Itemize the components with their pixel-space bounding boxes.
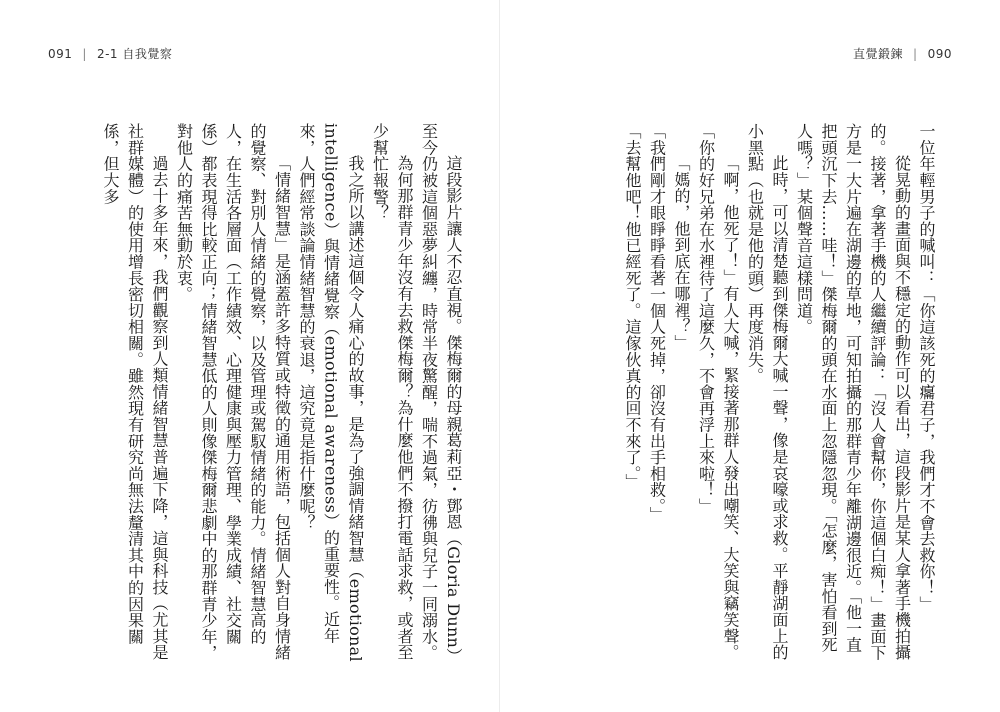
- header-separator: |: [82, 47, 87, 61]
- header-separator: |: [913, 47, 918, 61]
- page-gutter: [499, 0, 500, 712]
- paragraph: 「啊，他死了！」有人大喊，緊接著那群人發出嘲笑、大笑與竊笑聲。「你的好兄弟在水裡待了這麼久，不會再浮上來啦！」: [696, 123, 740, 661]
- paragraph: 此時，可以清楚聽到傑梅爾大喊一聲，像是哀嚎或求救。平靜湖面上的小黑點（也就是他的頭）再度消失。: [745, 123, 789, 661]
- paragraph: 過去十多年來，我們觀察到人類情緒智慧普遍下降，這與科技（尤其是社群媒體）的使用增長密切相關。雖然現有研究尚無法釐清其中的因果關係，但大多: [101, 123, 169, 661]
- paragraph: 一位年輕男子的喊叫：「你這該死的癟君子，我們才不會去救你！」: [917, 123, 936, 612]
- paragraph: 「媽的，他到底在哪裡？」: [672, 155, 691, 351]
- paragraph: 這段影片讓人不忍直視。傑梅爾的母親葛莉亞・鄧恩（Gloria Dunn）至今仍被這個惡夢糾纏，時常半夜驚醒，喘不過氣，彷彿與兒子一同溺水。: [419, 123, 463, 661]
- right-page-body: [528, 123, 938, 663]
- paragraph: 「我們剛才眼睜睜看著一個人死掉，卻沒有出手相救。」: [647, 123, 667, 523]
- paragraph: 「去幫他吧！他已經死了。這傢伙真的回不來了。」: [623, 123, 642, 490]
- book-title: 直覺鍛鍊: [853, 47, 904, 61]
- right-page-header: [853, 45, 952, 62]
- paragraph: 我之所以講述這個令人痛心的故事，是為了強調情緒智慧（emotional intelligence）與情緒覺察（emotional awareness）的重要性。近年來，人們經常談論情緒智慧的衰退，這究竟是指什麼呢？: [297, 123, 365, 662]
- right-page-number: 090: [927, 47, 952, 61]
- section-title: 2-1 自我覺察: [96, 47, 173, 61]
- paragraph: 為何那群青少年沒有去救傑梅爾？為什麼他們不撥打電話求救，或者至少幫忙報警？: [370, 123, 414, 661]
- paragraph: 「情緒智慧」是涵蓋許多特質或特徵的通用術語，包括個人對自身情緒的覺察、對別人情緒的覺察，以及管理或駕馭情緒的能力。情緒智慧高的人，在生活各層面（工作績效、心理健康與壓力管理、學業成績、社交關係）都表現得比較正向；情緒智慧低的人則像傑梅爾悲劇中的那群青少年，對他人的痛苦無動於衷。: [174, 123, 292, 661]
- left-page-number: 091: [48, 47, 73, 61]
- paragraph: 從晃動的畫面與不穩定的動作可以看出，這段影片是某人拿著手機拍攝的。接著，拿著手機的人繼續評論：「沒人會幫你，你這個白痴！」畫面下方是一大片遍在湖邊的草地，可知拍攝的那群青少年離湖邊很近。「他一直把頭沉下去……哇！」傑梅爾的頭在水面上忽隱忽現。「怎麼，害怕看到死人嗎？」某個聲音這樣問道。: [794, 123, 912, 661]
- left-page-header: [48, 45, 172, 62]
- left-page-body: [70, 123, 465, 663]
